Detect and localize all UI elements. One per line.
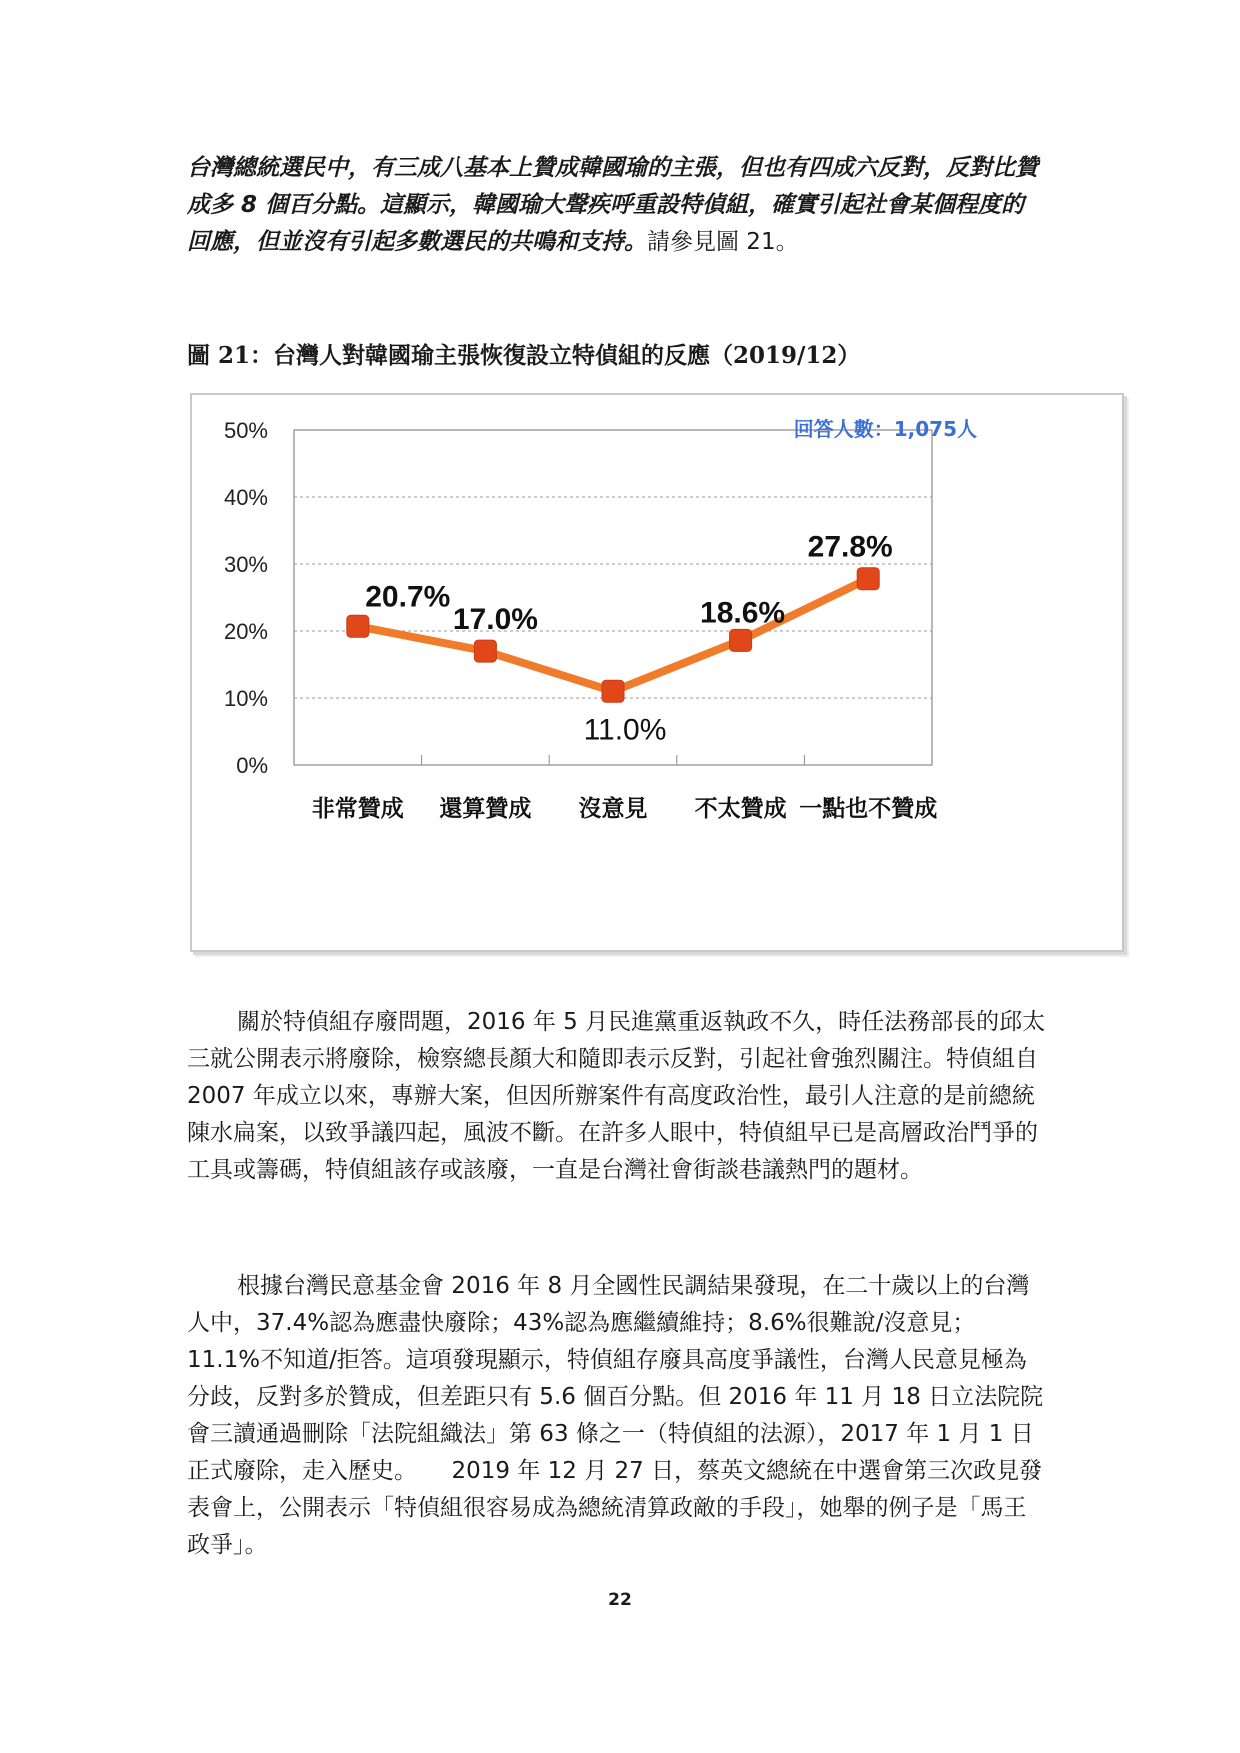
data-label: 27.8% [807, 530, 893, 564]
intro-paragraph [187, 150, 1047, 261]
data-label: 11.0% [583, 713, 667, 747]
x-category-label: 沒意見 [578, 796, 648, 822]
figure-caption: 圖 21：台灣人對韓國瑜主張恢復設立特偵組的反應（2019/12） [187, 342, 861, 369]
data-point [602, 680, 624, 702]
x-category-label: 一點也不贊成 [799, 796, 938, 822]
line-chart [192, 395, 1122, 950]
chart-gridlines [294, 430, 932, 698]
page-number: 22 [608, 1590, 632, 1610]
x-category-label: 不太贊成 [694, 796, 787, 822]
data-point [347, 615, 369, 637]
data-point [730, 629, 752, 651]
intro-figure-reference: 請參見圖 21。 [647, 229, 799, 255]
chart-labels [224, 418, 937, 822]
x-category-label: 還算贊成 [439, 796, 532, 822]
data-label: 17.0% [452, 603, 538, 637]
y-tick-label: 30% [223, 552, 268, 577]
data-label: 18.6% [700, 596, 786, 630]
body-paragraph-3: 根據台灣民意基金會 2016 年 8 月全國性民調結果發現，在二十歲以上的台灣人中，37.4%認為應盡快廢除；43%認為應繼續維持；8.6%很難說/沒意見；11.1%不知道/拒答。這項發現顯示，特偵組存廢具高度爭議性，台灣人民意見極為分歧，反對多於贊成，但差距只有 5.6 個百分點。但 2016 年 11 月 18 日立法院院會三讀通過刪除「法院組織法」第 63 條之一（特偵組的法源），2017 年 1 月 1 日正式廢除，走入歷史。 2019 年 12 月 27 日，蔡英文總統在中選會第三次政見發表會上，公開表示「特偵組很容易成為總統清算政敵的手段」，她舉的例子是「馬王政爭」。 [187, 1273, 1044, 1558]
y-tick-label: 10% [223, 686, 268, 711]
y-tick-label: 50% [223, 418, 268, 443]
data-label: 20.7% [365, 580, 451, 614]
y-tick-label: 0% [236, 753, 268, 778]
y-tick-label: 20% [223, 619, 268, 644]
intro-emphasis: 台灣總統選民中，有三成八基本上贊成韓國瑜的主張，但也有四成六反對，反對比贊成多 8 個百分點。這顯示，韓國瑜大聲疾呼重設特偵組，確實引起社會某個程度的回應，但並沒有引起多數選民的共鳴和支持。 [187, 155, 1038, 255]
data-point [857, 568, 879, 590]
x-category-label: 非常贊成 [311, 796, 404, 822]
chart-frame [190, 393, 1124, 952]
body-paragraph-2: 關於特偵組存廢問題，2016 年 5 月民進黨重返執政不久，時任法務部長的邱太三就公開表示將廢除，檢察總長顏大和隨即表示反對，引起社會強烈關注。特偵組自 2007 年成立以來，專辦大案，但因所辦案件有高度政治性，最引人注意的是前總統陳水扁案，以致爭議四起，風波不斷。在許多人眼中，特偵組早已是高層政治鬥爭的工具或籌碼，特偵組該存或該廢，一直是台灣社會街談巷議熱門的題材。 [187, 1009, 1046, 1183]
y-tick-label: 40% [223, 485, 268, 510]
data-point [474, 640, 496, 662]
respondents-count: 回答人數：1,075人 [793, 417, 977, 441]
